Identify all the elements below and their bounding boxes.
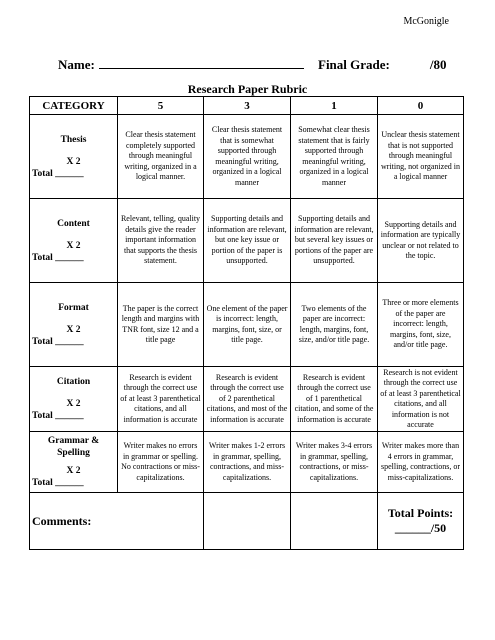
- table-row: [30, 367, 464, 432]
- name-blank-line: [99, 57, 304, 69]
- final-grade-label: Final Grade:: [318, 57, 390, 72]
- total-points: [378, 493, 464, 550]
- rubric-table: [29, 96, 464, 550]
- category-cell: [30, 199, 118, 283]
- criteria-cell: Clear thesis statement completely supported through meaningful writing, organized in a logical manner.: [118, 115, 204, 199]
- category-multiplier: X 2: [66, 156, 81, 167]
- criteria-cell: Writer makes no errors in grammar or spelling. No contractions or miss-capitalizations.: [118, 432, 204, 493]
- comments-label: Comments:: [30, 493, 204, 550]
- category-name: Format: [58, 302, 89, 313]
- criteria-cell: The paper is the correct length and margins with TNR font, size 12 and a title page: [118, 283, 204, 367]
- table-row: [30, 115, 464, 199]
- category-total: Total ______: [32, 411, 84, 421]
- category-name: Grammar & Spelling: [47, 436, 100, 458]
- column-header: CATEGORY: [30, 97, 118, 115]
- category-cell: [30, 283, 118, 367]
- total-points-value: ______/50: [394, 521, 447, 535]
- final-grade-max: /80: [429, 57, 447, 72]
- criteria-cell: Research is not evident through the correct use of at least 3 parenthetical citations, and all information is not accurate: [378, 367, 464, 432]
- criteria-cell: Clear thesis statement that is somewhat supported through meaningful writing, organized in a logical manner: [204, 115, 291, 199]
- category-name: Citation: [56, 377, 91, 387]
- category-cell: [30, 115, 118, 199]
- table-row: [30, 199, 464, 283]
- criteria-cell: Unclear thesis statement that is not supported through meaningful writing, not organized in a logical manner: [378, 115, 464, 199]
- column-header: 5: [118, 97, 204, 115]
- table-row: [30, 432, 464, 493]
- column-header: 1: [291, 97, 378, 115]
- name-field: [58, 57, 304, 73]
- category-name: Thesis: [60, 134, 87, 145]
- footer-row: [30, 493, 464, 550]
- criteria-cell: Research is evident through the correct use of 2 parenthetical citations, and most of the information is accurate: [204, 367, 291, 432]
- criteria-cell: Writer makes 1-2 errors in grammar, spelling, contractions, and miss-capitalizations.: [204, 432, 291, 493]
- column-header: 3: [204, 97, 291, 115]
- criteria-cell: Supporting details and information are relevant, but several key issues or portions of the paper are unsupported.: [291, 199, 378, 283]
- criteria-cell: Writer makes 3-4 errors in grammar, spelling, contractions, or miss-capitalizations.: [291, 432, 378, 493]
- column-header: 0: [378, 97, 464, 115]
- criteria-cell: Somewhat clear thesis statement that is fairly supported through meaningful writing, organized in a logical manner: [291, 115, 378, 199]
- header-row: [30, 97, 464, 115]
- category-total: Total ______: [32, 478, 84, 488]
- category-cell: [30, 367, 118, 432]
- comments-area: [204, 493, 291, 550]
- category-total: Total ______: [32, 168, 84, 179]
- final-grade: [318, 57, 446, 73]
- category-total: Total ______: [32, 336, 84, 347]
- table-row: [30, 283, 464, 367]
- criteria-cell: Supporting details and information are typically unclear or not related to the topic.: [378, 199, 464, 283]
- author-name: McGonigle: [403, 16, 449, 27]
- criteria-cell: Relevant, telling, quality details give the reader important information that supports the thesis statement.: [118, 199, 204, 283]
- page-title: Research Paper Rubric: [187, 82, 308, 96]
- category-total: Total ______: [32, 252, 84, 263]
- criteria-cell: Supporting details and information are relevant, but one key issue or portion of the paper is unsupported.: [204, 199, 291, 283]
- name-label: Name:: [58, 57, 95, 72]
- total-points-label: Total Points:: [387, 506, 454, 520]
- criteria-cell: Three or more elements of the paper are incorrect: length, margins, font, size, and/or title page.: [378, 283, 464, 367]
- category-name: Content: [57, 218, 90, 229]
- criteria-cell: Two elements of the paper are incorrect: length, margins, font, size, and/or title page.: [291, 283, 378, 367]
- criteria-cell: Research is evident through the correct use of 1 parenthetical citation, and some of the information is accurate: [291, 367, 378, 432]
- criteria-cell: One element of the paper is incorrect: length, margins, font, size, or title page.: [204, 283, 291, 367]
- category-multiplier: X 2: [66, 240, 81, 251]
- category-cell: [30, 432, 118, 493]
- category-multiplier: X 2: [66, 324, 81, 335]
- criteria-cell: Writer makes more than 4 errors in grammar, spelling, contractions, or miss-capitalizations.: [378, 432, 464, 493]
- criteria-cell: Research is evident through the correct use of at least 3 parenthetical citations, and all information is accurate: [118, 367, 204, 432]
- comments-area: [291, 493, 378, 550]
- category-multiplier: X 2: [66, 466, 81, 476]
- category-multiplier: X 2: [66, 399, 81, 409]
